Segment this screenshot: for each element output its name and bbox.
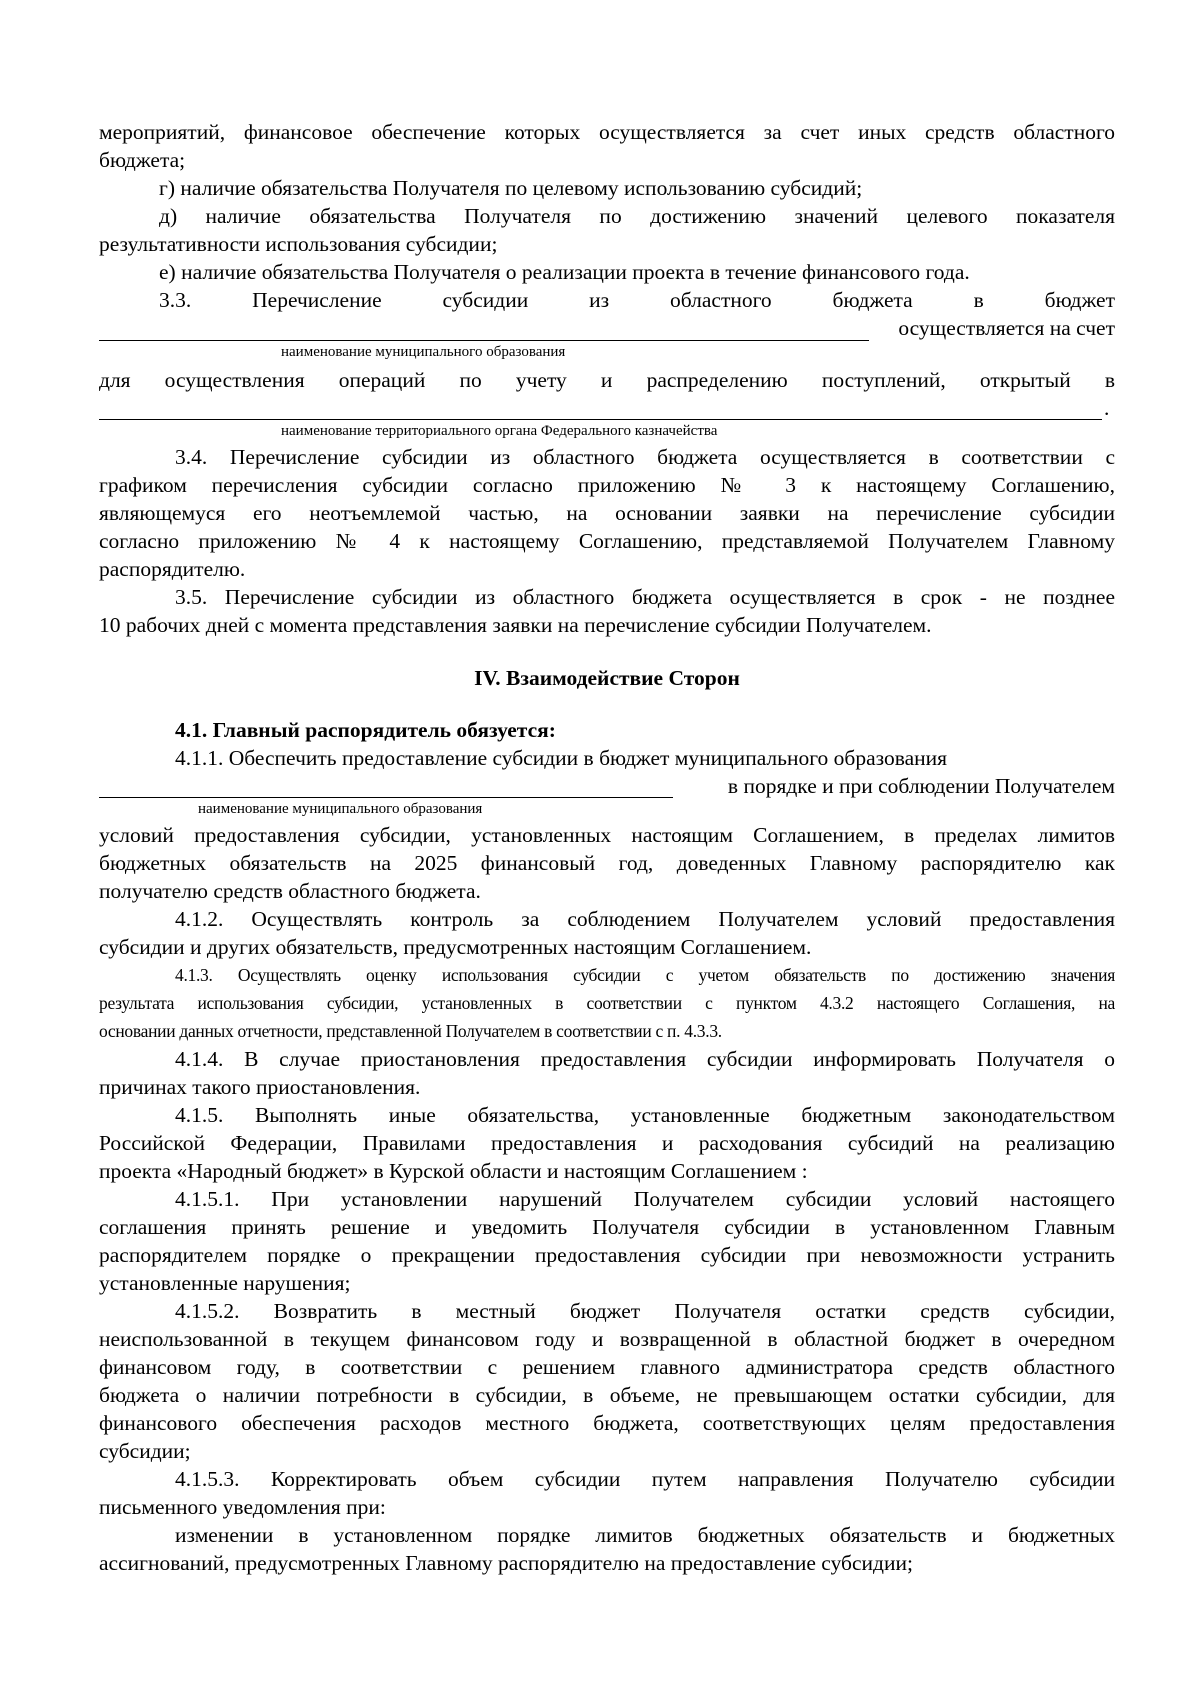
paragraph-line: распорядителем порядке о прекращении предоставления субсидии при невозможности устранить <box>99 1243 1115 1267</box>
paragraph-line: субсидии; <box>99 1439 191 1463</box>
paragraph-line: 4.1.3. Осуществлять оценку использования субсидии с учетом обязательств по достижению значения <box>175 965 1115 985</box>
paragraph-line: результата использования субсидии, установленных в соответствии с пунктом 4.3.2 настоящего Соглашения, на <box>99 993 1115 1013</box>
paragraph-line: проекта «Народный бюджет» в Курской области и настоящим Соглашением : <box>99 1159 808 1183</box>
paragraph-line: 10 рабочих дней с момента представления заявки на перечисление субсидии Получателем. <box>99 613 932 637</box>
paragraph-line: 3.4. Перечисление субсидии из областного бюджета осуществляется в соответствии с <box>175 445 1115 469</box>
field-caption: наименование муниципального образования <box>281 344 566 360</box>
paragraph-line: установленные нарушения; <box>99 1271 351 1295</box>
paragraph-line: 3.3. Перечисление субсидии из областного бюджета в бюджет <box>159 288 1115 312</box>
paragraph-line: д) наличие обязательства Получателя по достижению значений целевого показателя <box>159 204 1115 228</box>
paragraph-line: 4.1.5. Выполнять иные обязательства, установленные бюджетным законодательством <box>175 1103 1115 1127</box>
field-caption: наименование муниципального образования <box>198 801 483 817</box>
paragraph-line: осуществляется на счет <box>898 316 1115 340</box>
paragraph-line: 4.1.5.2. Возвратить в местный бюджет Получателя остатки средств субсидии, <box>175 1299 1115 1323</box>
paragraph-line: субсидии и других обязательств, предусмотренных настоящим Соглашением. <box>99 935 812 959</box>
paragraph-line: получателю средств областного бюджета. <box>99 879 481 903</box>
paragraph-line: 4.1.5.1. При установлении нарушений Получателем субсидии условий настоящего <box>175 1187 1115 1211</box>
paragraph-line: изменении в установленном порядке лимитов бюджетных обязательств и бюджетных <box>175 1523 1115 1547</box>
paragraph-line: условий предоставления субсидии, установленных настоящим Соглашением, в пределах лимитов <box>99 823 1115 847</box>
paragraph-line: финансовом году, в соответствии с решением главного администратора средств областного <box>99 1355 1115 1379</box>
paragraph-line: письменного уведомления при: <box>99 1495 386 1519</box>
paragraph-line: 4.1.2. Осуществлять контроль за соблюдением Получателем условий предоставления <box>175 907 1115 931</box>
paragraph-line: основании данных отчетности, представленной Получателем в соответствии с п. 4.3.3. <box>99 1021 722 1041</box>
paragraph-line: финансового обеспечения расходов местного бюджета, соответствующих целям предоставления <box>99 1411 1115 1435</box>
paragraph-line: согласно приложению № 4 к настоящему Соглашению, представляемой Получателем Главному <box>99 529 1115 553</box>
paragraph-line: распорядителю. <box>99 557 246 581</box>
field-caption: наименование территориального органа Федерального казначейства <box>281 423 718 439</box>
paragraph-line: соглашения принять решение и уведомить Получателя субсидии в установленном Главным <box>99 1215 1115 1239</box>
paragraph-line: в порядке и при соблюдении Получателем <box>727 774 1115 798</box>
paragraph-line: 3.5. Перечисление субсидии из областного бюджета осуществляется в срок - не позднее <box>175 585 1115 609</box>
paragraph-line: 4.1.4. В случае приостановления предоставления субсидии информировать Получателя о <box>175 1047 1115 1071</box>
blank-underline <box>99 419 1102 420</box>
subsection-heading: 4.1. Главный распорядитель обязуется: <box>175 718 556 742</box>
paragraph-line: бюджета о наличии потребности в субсидии, в объеме, не превышающем остатки субсидии, для <box>99 1383 1115 1407</box>
paragraph-line: ассигнований, предусмотренных Главному распорядителю на предоставление субсидии; <box>99 1551 913 1575</box>
paragraph-line: результативности использования субсидии; <box>99 232 498 256</box>
paragraph-line: Российской Федерации, Правилами предоставления и расходования субсидий на реализацию <box>99 1131 1115 1155</box>
paragraph-line: 4.1.1. Обеспечить предоставление субсидии в бюджет муниципального образования <box>175 746 948 770</box>
paragraph-line: неиспользованной в текущем финансовом году и возвращенной в областной бюджет в очередном <box>99 1327 1115 1351</box>
blank-underline <box>99 340 869 341</box>
paragraph-line: являющемуся его неотъемлемой частью, на основании заявки на перечисление субсидии <box>99 501 1115 525</box>
paragraph-line: г) наличие обязательства Получателя по целевому использованию субсидий; <box>159 176 863 200</box>
paragraph-line: бюджетных обязательств на 2025 финансовый год, доведенных Главному распорядителю как <box>99 851 1115 875</box>
paragraph-line: . <box>1104 396 1110 420</box>
paragraph-line: бюджета; <box>99 148 186 172</box>
paragraph-line: графиком перечисления субсидии согласно приложению № 3 к настоящему Соглашению, <box>99 473 1115 497</box>
paragraph-line: причинах такого приостановления. <box>99 1075 421 1099</box>
section-heading: IV. Взаимодействие Сторон <box>474 666 740 690</box>
paragraph-line: для осуществления операций по учету и распределению поступлений, открытый в <box>99 368 1115 392</box>
paragraph-line: мероприятий, финансовое обеспечение которых осуществляется за счет иных средств областного <box>99 120 1115 144</box>
blank-underline <box>99 797 673 798</box>
paragraph-line: е) наличие обязательства Получателя о реализации проекта в течение финансового года. <box>159 260 970 284</box>
paragraph-line: 4.1.5.3. Корректировать объем субсидии путем направления Получателю субсидии <box>175 1467 1115 1491</box>
